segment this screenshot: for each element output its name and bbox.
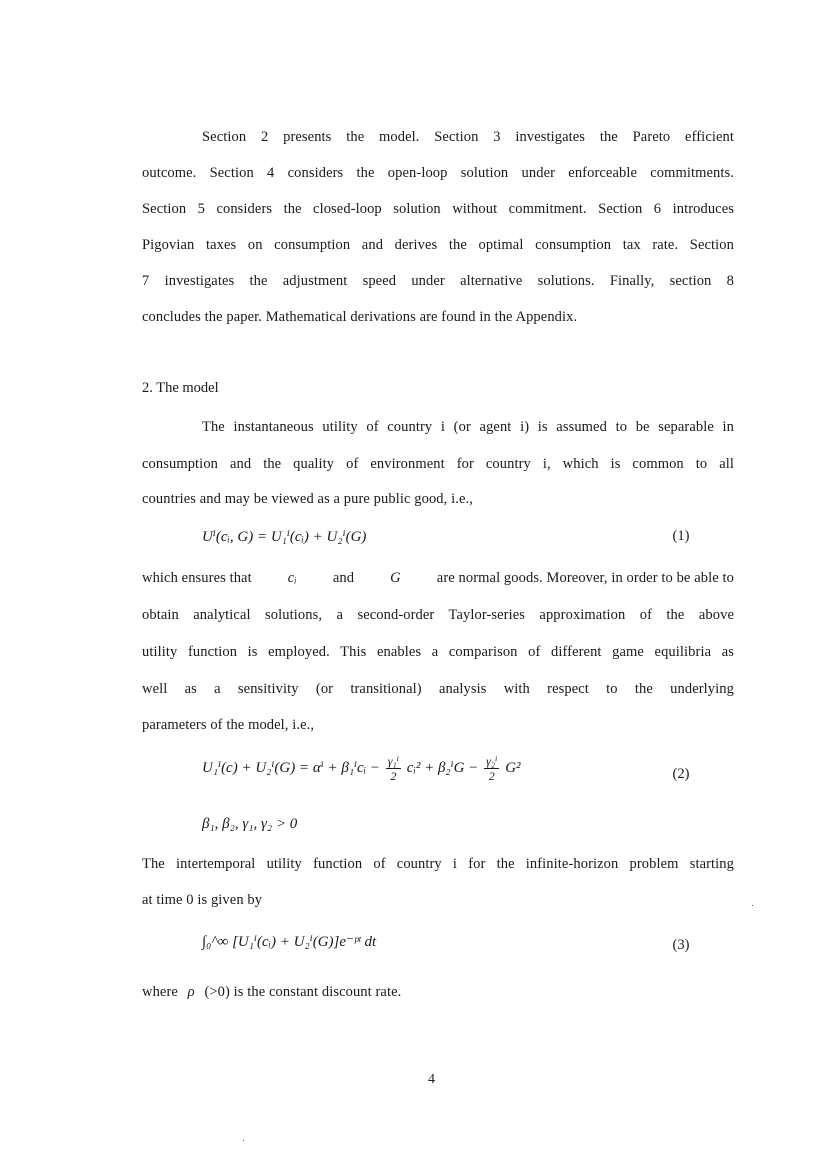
fraction-gamma-2: [484, 754, 499, 783]
text-line: The intertemporal utility function of country i for the infinite-horizon problem starting: [142, 856, 734, 872]
fraction-denominator: 2: [488, 769, 495, 783]
variable-c: cᵢ: [287, 570, 297, 586]
page-number: 4: [428, 1072, 435, 1087]
text-fragment: are normal goods. Moreover, in order to be able to: [436, 570, 734, 586]
text-line: Section 2 presents the model. Section 3 investigates the Pareto efficient: [202, 129, 734, 145]
equation-1: Uⁱ(cᵢ, G) = U₁ⁱ(cᵢ) + U₂ⁱ(G): [202, 529, 367, 545]
text-line: 7 investigates the adjustment speed under alternative solutions. Finally, section 8: [142, 273, 734, 289]
text-line: [142, 569, 734, 587]
equation-2-mid: cᵢ² + β₂ⁱG −: [406, 759, 479, 776]
text-line: well as a sensitivity (or transitional) analysis with respect to the underlying: [142, 681, 734, 697]
fraction-numerator: γ₂ⁱ: [486, 754, 498, 768]
variable-rho: ρ: [187, 984, 195, 1000]
fraction-numerator: γ₁ⁱ: [387, 754, 400, 768]
text-line: parameters of the model, i.e.,: [142, 717, 315, 733]
equation-2-number: (2): [672, 766, 690, 782]
equation-2-rhs: G²: [505, 759, 521, 776]
scan-speck: [752, 905, 753, 906]
text-line: Section 5 considers the closed-loop solution without commitment. Section 6 introduces: [142, 201, 734, 217]
text-fragment: and: [332, 570, 355, 586]
where-line: [142, 983, 734, 1001]
text-fragment: which ensures that: [142, 570, 252, 586]
text-line: Pigovian taxes on consumption and derives the optimal consumption tax rate. Section: [142, 237, 734, 253]
fraction-gamma-1: [386, 754, 401, 783]
text-line: outcome. Section 4 considers the open-loop solution under enforceable commitments.: [142, 165, 734, 181]
equation-3-number: (3): [672, 937, 690, 953]
text-line: obtain analytical solutions, a second-order Taylor-series approximation of the above: [142, 607, 734, 623]
section-heading: 2. The model: [142, 380, 219, 396]
text-line: The instantaneous utility of country i (or agent i) is assumed to be separable in: [202, 419, 734, 435]
equation-3: ∫₀^∞ [U₁ⁱ(cᵢ) + U₂ⁱ(G)]e⁻ᵖᵗ dt: [202, 934, 377, 950]
text-line: concludes the paper. Mathematical derivations are found in the Appendix.: [142, 309, 578, 325]
text-fragment: where: [142, 984, 178, 1000]
parameter-constraint: β₁, β₂, γ₁, γ₂ > 0: [202, 816, 298, 832]
variable-g: G: [390, 570, 401, 586]
equation-2: [202, 754, 521, 783]
text-line: at time 0 is given by: [142, 892, 263, 908]
fraction-denominator: 2: [390, 769, 397, 783]
text-fragment: (>0) is the constant discount rate.: [204, 984, 402, 1000]
text-line: utility function is employed. This enables a comparison of different game equilibria as: [142, 644, 734, 660]
equation-2-lhs: U₁ⁱ(c) + U₂ⁱ(G) = αⁱ + β₁ⁱcᵢ −: [202, 759, 380, 776]
equation-1-number: (1): [672, 528, 690, 544]
text-line: countries and may be viewed as a pure public good, i.e.,: [142, 491, 473, 507]
scan-speck: [243, 1140, 244, 1141]
text-line: consumption and the quality of environment for country i, which is common to all: [142, 456, 734, 472]
